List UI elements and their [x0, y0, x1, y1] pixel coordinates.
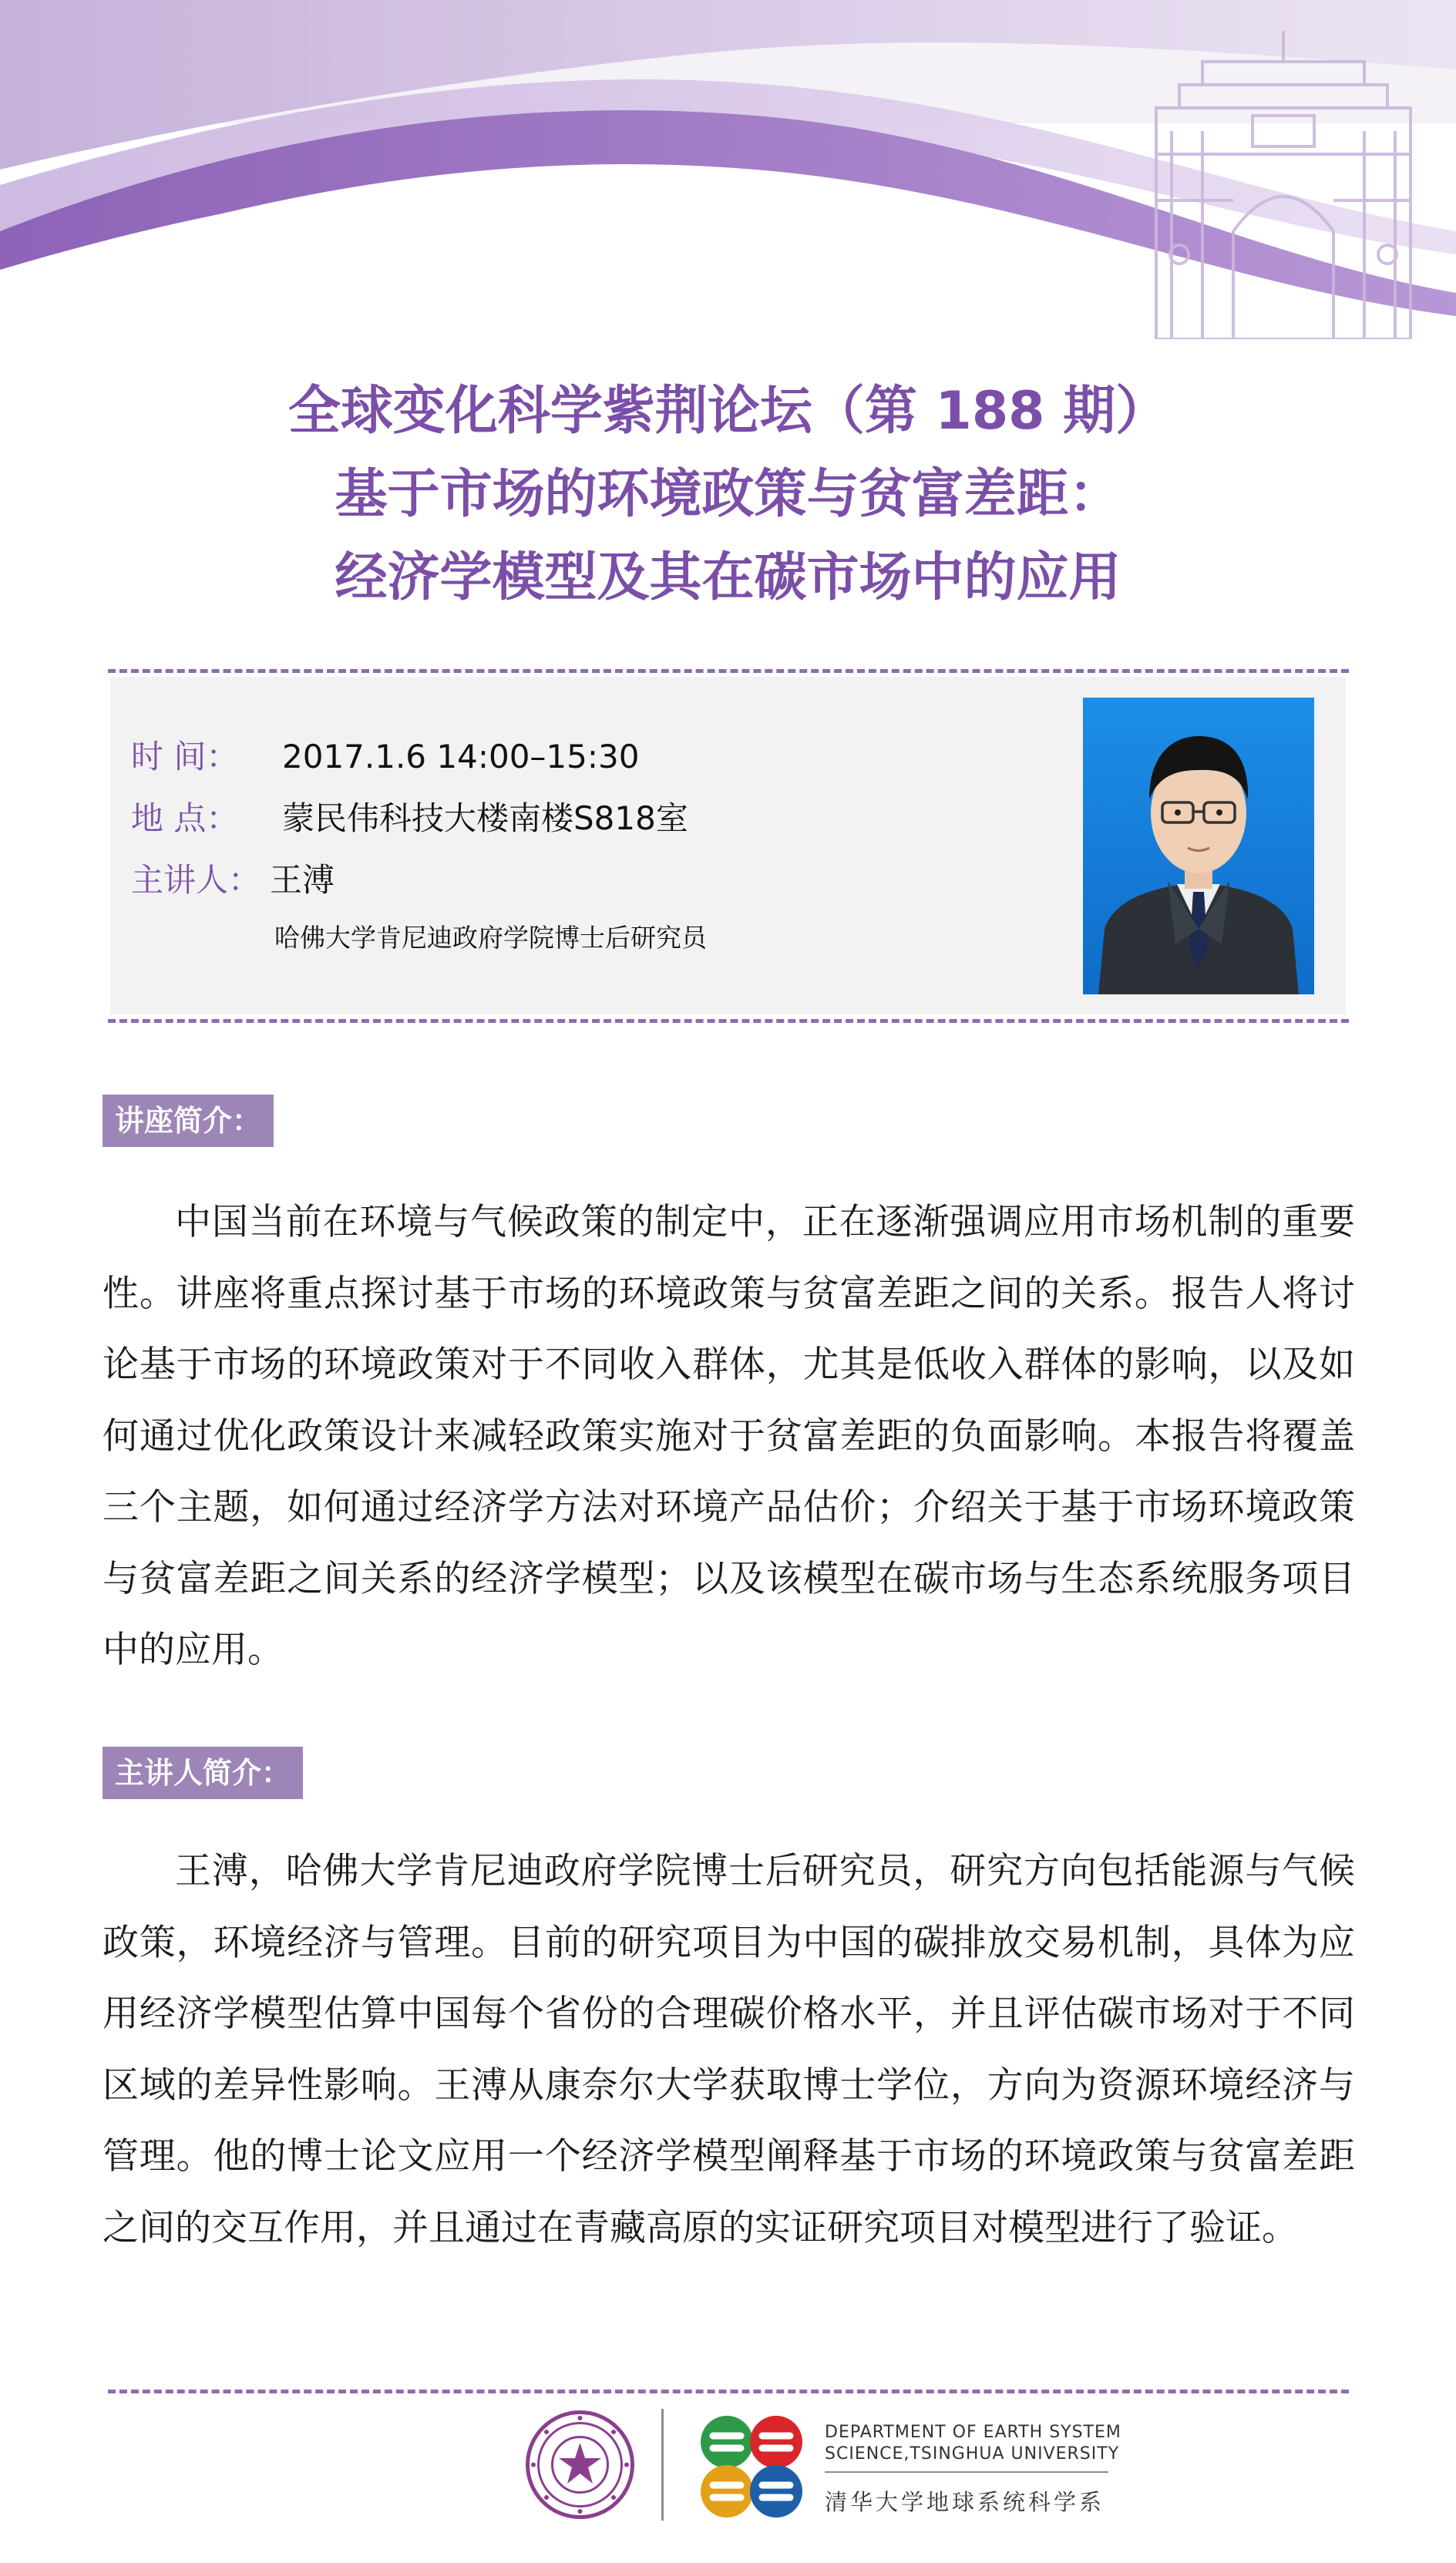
talk-title-line-1: 基于市场的环境政策与贫富差距：: [335, 464, 1121, 525]
time-value: 2017.1.6 14:00–15:30: [282, 738, 640, 775]
info-divider: [108, 1019, 1349, 1023]
top-divider: [108, 669, 1349, 673]
location-row: [131, 795, 688, 842]
time-label: 时 间：: [131, 738, 239, 775]
bio-text: 王溥，哈佛大学肯尼迪政府学院博士后研究员，研究方向包括能源与气候政策，环境经济与管理。目前的研究项目为中国的碳排放交易机制，具体为应用经济学模型估算中国每个省份的合理碳价格水平，并且评估碳市场对于不同区域的差异性影响。王溥从康奈尔大学获取博士学位，方向为资源环境经济与管理。他的博士论文应用一个经济学模型阐释基于市场的环境政策与贫富差距之间的交互作用，并且通过在青藏高原的实证研究项目对模型进行了验证。: [103, 1850, 1355, 2249]
department-name-cn: 清华大学地球系统科学系: [825, 2489, 1105, 2515]
footer-divider: [661, 2409, 664, 2521]
abstract-heading: 讲座简介：: [103, 1095, 274, 1147]
department-name-en-line-1: DEPARTMENT OF EARTH SYSTEM: [825, 2423, 1121, 2442]
series-title: 全球变化科学紫荆论坛（第 188 期）: [288, 381, 1168, 442]
tsinghua-gate-icon: [0, 0, 1456, 339]
speaker-name: 王溥: [270, 861, 335, 899]
speaker-affiliation: 哈佛大学肯尼迪政府学院博士后研究员: [274, 923, 707, 953]
time-row: [131, 734, 639, 780]
talk-title-line-2: 经济学模型及其在碳市场中的应用: [335, 547, 1121, 608]
ess-logo-icon: [690, 2413, 813, 2521]
location-label: 地 点：: [131, 799, 239, 837]
footer-divider-dashed: [108, 2390, 1349, 2393]
abstract-text: 中国当前在环境与气候政策的制定中，正在逐渐强调应用市场机制的重要性。讲座将重点探讨基于市场的环境政策与贫富差距之间的关系。报告人将讨论基于市场的环境政策对于不同收入群体，尤其是低收入群体的影响，以及如何通过优化政策设计来减轻政策实施对于贫富差距的负面影响。本报告将覆盖三个主题，如何通过经济学方法对环境产品估价；介绍关于基于市场环境政策与贫富差距之间关系的经济学模型；以及该模型在碳市场与生态系统服务项目中的应用。: [103, 1201, 1355, 1671]
speaker-label: 主讲人：: [131, 861, 261, 899]
speaker-row: [131, 857, 335, 903]
department-rule: [825, 2471, 1108, 2473]
bio-heading: 主讲人简介：: [103, 1747, 303, 1799]
tsinghua-seal-icon: [524, 2409, 636, 2521]
page-title: [0, 370, 1456, 620]
department-name: [825, 2422, 1121, 2518]
location-value: 蒙民伟科技大楼南楼S818室: [282, 799, 688, 837]
header-decoration: [0, 0, 1456, 339]
department-name-en-line-2: SCIENCE,TSINGHUA UNIVERSITY: [825, 2444, 1120, 2464]
speaker-portrait: [1083, 698, 1314, 994]
